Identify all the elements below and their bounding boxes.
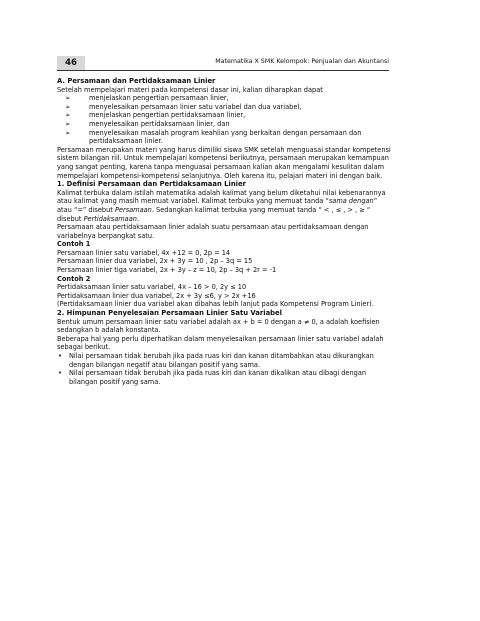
example-2-line: Pertidaksamaan linier satu variabel, 4x – 16 > 0, 2y ≤ 10: [57, 283, 247, 292]
section-a-intro: Setelah mempelajari materi pada kompetensi dasar ini, kalian diharapkan dapat: [57, 85, 323, 94]
list-item: ➢ menyelesaikan pertidaksamaan linier, dan: [65, 119, 230, 128]
example-1-line: Persamaan linier satu variabel, 4x +12 = 0, 2p = 14: [57, 248, 231, 257]
list-item: ➢ menyelesaikan masalah program keahlian yang berkaitan dengan persamaan dan pertidaksamaan linier.: [65, 128, 362, 146]
list-item: • Nilai persamaan tidak berubah jika pada ruas kiri dan kanan dikalikan atau dibagi dengan bilangan positif yang sama.: [58, 369, 367, 386]
term-pertidaksamaan: Pertidaksamaan: [83, 214, 137, 223]
example-1-line: Persamaan linier tiga variabel, 2x + 3y – z = 10, 2p – 3q + 2r = -1: [57, 266, 277, 275]
list-item: ➢ menjelaskan pengertian persamaan linier,: [65, 94, 229, 103]
example-1-line: Persamaan linier dua variabel, 2x + 3y = 10 , 2p – 3q = 15: [57, 257, 253, 266]
arrow-bullet-icon: ➢: [65, 94, 71, 103]
rules-intro: Beberapa hal yang perlu diperhatikan dalam menyelesaikan persamaan linier satu variabel adalah sebagai berikut.: [57, 334, 384, 352]
example-1-title: Contoh 1: [57, 240, 91, 249]
rules-list: [57, 352, 392, 386]
term-sama-dengan: sama dengan: [328, 197, 374, 206]
example-2-line: Pertidaksamaan linier dua variabel, 2x + 3y ≤6, y > 2x +16: [57, 291, 256, 300]
bullet-icon: •: [58, 369, 62, 378]
general-form-paragraph: Bentuk umum persamaan linier satu variabel adalah ax + b = 0 dengan a ≠ 0, a adalah koefisien sedangkan b adalah konstanta.: [57, 317, 380, 335]
definition-paragraph: Kalimat terbuka dalam istilah matematika adalah kalimat yang belum diketahui nilai kebenarannya atau kalimat yang masih memuat variabel. Kalimat terbuka yang memuat tanda “sama dengan” atau “=” disebut Persamaan. Sedangkan kalimat terbuka yang memuat tanda “ < , ≤ , > , ≥ “ disebut Pertidaksamaan.: [57, 188, 386, 223]
section-1-heading: 1. Definisi Persamaan dan Pertidaksamaan Linier: [57, 180, 246, 189]
list-item: ➢ menyelesaikan persamaan linier satu variabel dan dua variabel,: [65, 102, 302, 111]
section-2-heading: 2. Himpunan Penyelesaian Persamaan Linier Satu Variabel: [57, 309, 282, 318]
page-number: 46: [57, 56, 85, 71]
term-persamaan: Persamaan: [114, 205, 152, 214]
section-a-heading: A. Persamaan dan Pertidaksamaan Linier: [57, 77, 216, 85]
linier-definition: Persamaan atau pertidaksamaan linier adalah suatu persamaan atau pertidaksamaan dengan variabelnya berpangkat satu.: [57, 223, 369, 240]
arrow-bullet-icon: ➢: [65, 128, 71, 137]
example-2-title: Contoh 2: [57, 274, 91, 283]
list-item: • Nilai persamaan tidak berubah jika pada ruas kiri dan kanan ditambahkan atau dikurangkan dengan bilangan negatif atau bilangan positif yang sama.: [58, 352, 374, 369]
arrow-bullet-icon: ➢: [65, 111, 71, 120]
learning-goals-list: [57, 94, 392, 146]
running-header-title: Matematika X SMK Kelompok: Penjualan dan Akuntansi: [215, 58, 389, 65]
bullet-icon: •: [58, 352, 62, 360]
section-a-paragraph: Persamaan merupakan materi yang harus dimiliki siswa SMK setelah menguasai standar kompetensi sistem bilangan riil. Untuk mempelajari kompetensi berikutnya, persamaan merupakan kemampuan yang sangat penting, karena tanpa menguasai persamaan kalian akan mengalami kesulitan dalam mempelajari kompetensi-kompetensi selanjutnya. Oleh karena itu, pelajari materi ini dengan baik.: [57, 145, 391, 180]
header-rule: [57, 70, 389, 71]
list-item: ➢ menjelaskan pengertian pertidaksamaan linier,: [65, 111, 246, 120]
arrow-bullet-icon: ➢: [65, 119, 71, 128]
page-content: [57, 77, 392, 386]
arrow-bullet-icon: ➢: [65, 102, 71, 111]
example-2-note: (Pertidaksamaan linier dua variabel akan dibahas lebih lanjut pada Kompetensi Program Linier).: [57, 300, 374, 309]
